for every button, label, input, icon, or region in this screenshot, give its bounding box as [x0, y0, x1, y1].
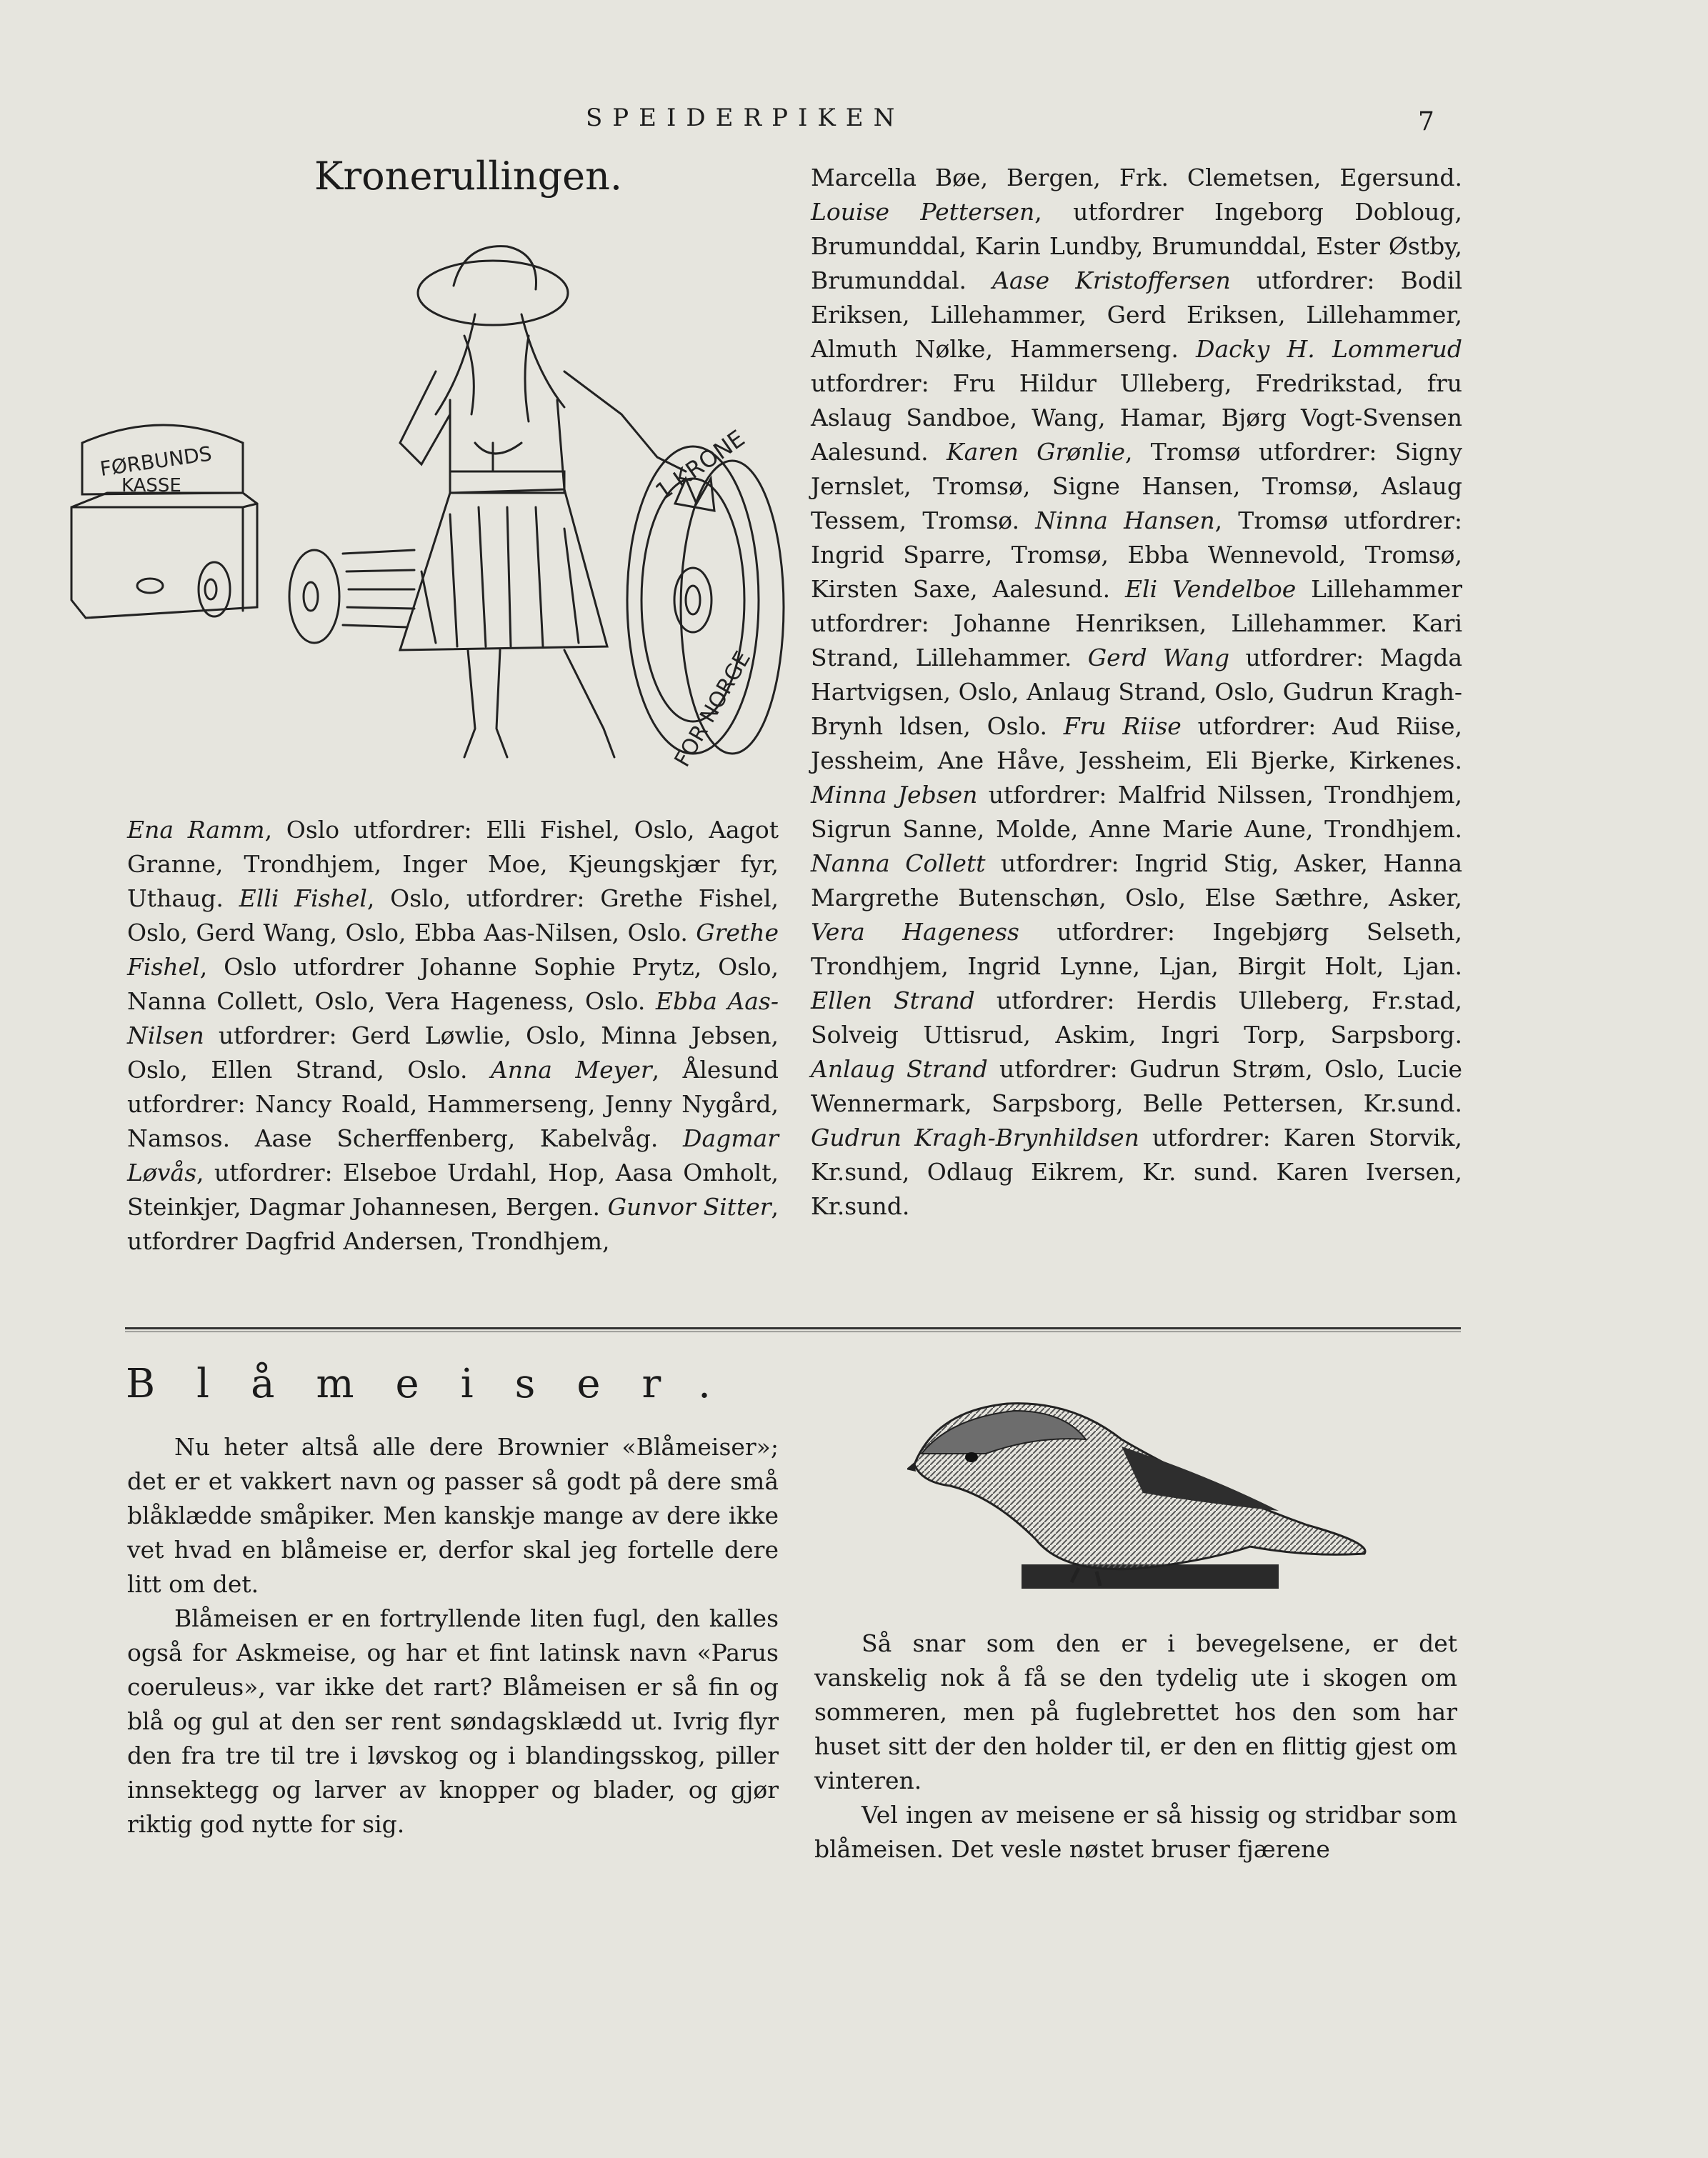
blue-tit-illustration [907, 1368, 1379, 1604]
running-head: SPEIDERPIKEN [586, 104, 905, 132]
cash-box-label-2: KASSE [121, 475, 181, 496]
bird-eye [965, 1452, 978, 1462]
kronerullingen-right-paragraph: Marcella Bøe, Bergen, Frk. Clemetsen, Egersund. Louise Pettersen, utfordrer Ingeborg Dobloug, Brumunddal, Karin Lundby, Brumunddal, Ester Østby, Brumunddal. Aase Kristoffersen utfordrer: Bodil Eriksen, Lillehammer, Gerd Eriksen, Lillehammer, Almuth Nølke, Hammerseng. Dacky H. Lommerud utfordrer: Fru Hildur Ulleberg, Fredrikstad, fru Aslaug Sandboe, Wang, Hamar, Bjørg Vogt-Svensen Aalesund. Karen Grønlie, Tromsø utfordrer: Signy Jernslet, Tromsø, Signe Hansen, Tromsø, Aslaug Tessem, Tromsø. Ninna Hansen, Tromsø utfordrer: Ingrid Sparre, Tromsø, Ebba Wennevold, Tromsø, Kirsten Saxe, Aalesund. Eli Vendelboe Lillehammer utfordrer: Johanne Henriksen, Lillehammer. Kari Strand, Lillehammer. Gerd Wang utfordrer: Magda Hartvigsen, Oslo, Anlaug Strand, Oslo, Gudrun Kragh-Brynh ldsen, Oslo. Fru Riise utfordrer: Aud Riise, Jessheim, Ane Håve, Jessheim, Eli Bjerke, Kirkenes. Minna Jebsen utfordrer: Malfrid Nilssen, Trondhjem, Sigrun Sanne, Molde, Anne Marie Aune, Trondhjem. Nanna Collett utfordrer: Ingrid Stig, Asker, Hanna Margrethe Butenschøn, Oslo, Else Sæthre, Asker, Vera Hageness utfordrer: Ingebjørg Selseth, Trondhjem, Ingrid Lynne, Ljan, Birgit Holt, Ljan. Ellen Strand utfordrer: Herdis Ulleberg, Fr.stad, Solveig Uttisrud, Askim, Ingri Torp, Sarpsborg. Anlaug Strand utfordrer: Gudrun Strøm, Oslo, Lucie Wennermark, Sarpsborg, Belle Pettersen, Kr.sund. Gudrun Kragh-Brynhildsen utfordrer: Karen Storvik, Kr.sund, Odlaug Eikrem, Kr. sund. Karen Iversen, Kr.sund. [811, 164, 1463, 1220]
section-divider [125, 1327, 1461, 1332]
blameiser-paragraph: Så snar som den er i bevegelsene, er det vanskelig nok å få se den tydelig ute i skogen om sommeren, men på fuglebrettet hos den som har huset sitt der den holder til, er den en flittig gjest om vinteren. [814, 1629, 1457, 1794]
blameiser-paragraph: Vel ingen av meisene er så hissig og stridbar som blåmeisen. Det vesle nøstet bruser fjærene [814, 1801, 1457, 1863]
article-title-kronerullingen: Kronerullingen. [314, 154, 623, 199]
blameiser-right-column [814, 1627, 1457, 1867]
article-title-blameiser: Blåmeiser. [126, 1361, 752, 1407]
kronerullingen-right-column [811, 161, 1462, 1224]
blameiser-paragraph: Blåmeisen er en fortryllende liten fugl, den kalles også for Askmeise, og har et fint latinsk navn «Parus coeruleus», var ikke det rart? Blåmeisen er så fin og blå og gul at den ser rent søndagsklædd ut. Ivrig flyr den fra tre til tre i løvskog og i blandingsskog, piller innsektegg og larver av knopper og blader, og gjør riktig god nytte for sig. [127, 1604, 779, 1838]
kronerullingen-left-paragraph: Ena Ramm, Oslo utfordrer: Elli Fishel, Oslo, Aagot Granne, Trondhjem, Inger Moe, Kjeungskjær fyr, Uthaug. Elli Fishel, Oslo, utfordrer: Grethe Fishel, Oslo, Gerd Wang, Oslo, Ebba Aas-Nilsen, Oslo. Grethe Fishel, Oslo utfordrer Johanne Sophie Prytz, Oslo, Nanna Collett, Oslo, Vera Hageness, Oslo. Ebba Aas-Nilsen utfordrer: Gerd Løwlie, Oslo, Minna Jebsen, Oslo, Ellen Strand, Oslo. Anna Meyer, Ålesund utfordrer: Nancy Roald, Hammerseng, Jenny Nygård, Namsos. Aase Scherffenberg, Kabelvåg. Dagmar Løvås, utfordrer: Elseboe Urdahl, Hop, Aasa Omholt, Steinkjer, Dagmar Johannesen, Bergen. Gunvor Sitter, utfordrer Dagfrid Andersen, Trondhjem, [127, 816, 779, 1255]
bird-beak [907, 1462, 916, 1472]
coin-text-bottom: FOR NORGE [669, 646, 756, 771]
blameiser-left-column [127, 1430, 779, 1842]
kronerullingen-left-column [127, 813, 779, 1259]
blameiser-paragraph: Nu heter altså alle dere Brownier «Blåmeiser»; det er et vakkert navn og passer så godt på dere små blåklædde småpiker. Men kanskje mange av dere ikke vet hvad en blåmeise er, derfor skal jeg fortelle dere litt om det. [127, 1433, 779, 1598]
page-number: 7 [1418, 107, 1434, 136]
coin-text-top: 1 KRONE [650, 424, 750, 506]
girl-rolling-coin-illustration [64, 229, 800, 786]
cash-box-label-1: FØRBUNDS [98, 441, 214, 481]
small-coin-drawing [289, 550, 414, 643]
